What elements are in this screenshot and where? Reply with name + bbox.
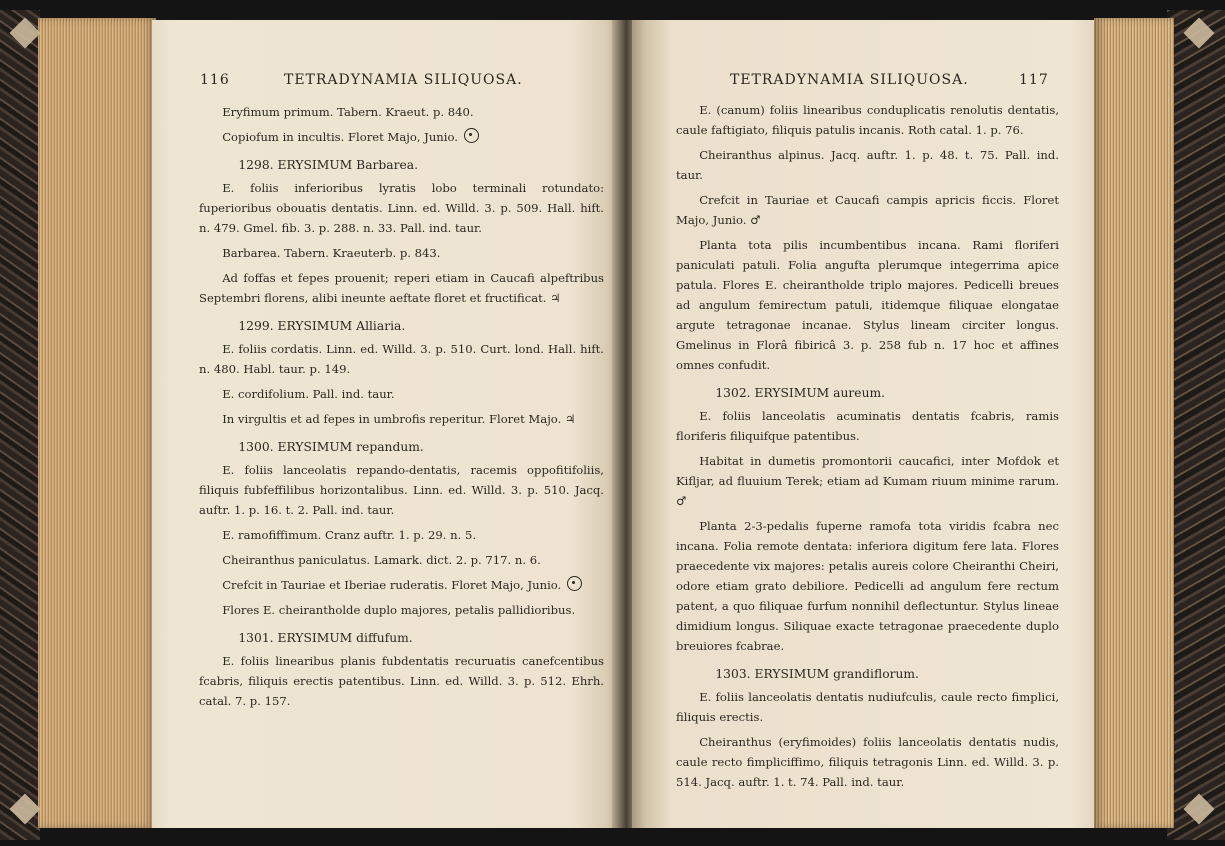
paragraph: Crefcit in Tauriae et Iberiae ruderatis. Floret Majo, Junio.	[199, 575, 604, 595]
paragraph: E. (canum) foliis linearibus conduplicatis renolutis dentatis, caule faftigiato, filiquis patulis incanis. Roth catal. 1. p. 76.	[676, 103, 1059, 137]
page-text	[199, 72, 604, 716]
entry-heading: 1299. ERYSIMUM Alliaria.	[238, 319, 406, 333]
page-number: 116	[200, 72, 230, 88]
running-title: TETRADYNAMIA SILIQUOSA.	[284, 72, 523, 88]
paragraph: Ad foffas et fepes prouenit; reperi etiam in Caucafi alpeftribus Septembri florens, alibi ineunte aeftate floret et fructificat. ♃	[199, 271, 604, 305]
paragraph: Barbarea. Tabern. Kraeuterb. p. 843.	[222, 246, 441, 260]
page-edges-left	[38, 18, 156, 828]
marbled-cover-right	[1167, 10, 1225, 840]
paragraph: Cheiranthus alpinus. Jacq. auftr. 1. p. 48. t. 75. Pall. ind. taur.	[676, 148, 1059, 182]
paragraph: Flores E. cheirantholde duplo majores, petalis pallidioribus.	[222, 603, 576, 617]
left-page	[152, 20, 618, 828]
page-edges-right	[1094, 18, 1174, 828]
entry-heading: 1302. ERYSIMUM aureum.	[715, 386, 886, 400]
paragraph: E. foliis lanceolatis dentatis nudiufculis, caule recto fimplici, filiquis erectis.	[676, 690, 1059, 724]
paragraph: Copiofum in incultis. Floret Majo, Junio.	[199, 127, 604, 147]
paragraph: E. foliis cordatis. Linn. ed. Willd. 3. p. 510. Curt. lond. Hall. hift. n. 480. Habl. taur. p. 149.	[199, 342, 604, 376]
paragraph: E. foliis inferioribus lyratis lobo terminali rotundato: fuperioribus obouatis dentatis. Linn. ed. Willd. 3. p. 509. Hall. hift. n. 479. Gmel. fib. 3. p. 288. n. 33. Pall. ind. taur.	[199, 181, 604, 235]
paragraph: Crefcit in Tauriae et Caucafi campis apricis ficcis. Floret Majo, Junio. ♂	[676, 193, 1059, 227]
paragraph: E. cordifolium. Pall. ind. taur.	[222, 387, 395, 401]
paragraph: In virgultis et ad fepes in umbrofis reperitur. Floret Majo. ♃	[222, 412, 576, 426]
paragraph: Habitat in dumetis promontorii caucafici, inter Mofdok et Kifljar, ad fluuium Terek; etiam ad Kumam riuum minime rarum. ♂	[676, 454, 1059, 508]
paragraph: E. foliis lanceolatis repando-dentatis, racemis oppofitifoliis, filiquis fubfeffilibus horizontalibus. Linn. ed. Willd. 3. p. 510. Jacq. auftr. 1. p. 16. t. 2. Pall. ind. taur.	[199, 463, 604, 517]
paragraph: Cheiranthus (eryfimoides) foliis lanceolatis dentatis nudis, caule recto fimpliciffimo, filiquis tetragonis Linn. ed. Willd. 3. p. 514. Jacq. auftr. 1. t. 74. Pall. ind. taur.	[676, 735, 1059, 789]
paragraph: Eryfimum primum. Tabern. Kraeut. p. 840.	[222, 105, 474, 119]
entry-heading: 1298. ERYSIMUM Barbarea.	[238, 158, 419, 172]
annual-symbol-icon	[567, 576, 582, 591]
paragraph: E. ramofiffimum. Cranz auftr. 1. p. 29. n. 5.	[222, 528, 477, 542]
right-page	[632, 20, 1094, 828]
paragraph: E. foliis linearibus planis fubdentatis recuruatis canefcentibus fcabris, filiquis erectis patentibus. Linn. ed. Willd. 3. p. 512. Ehrh. catal. 7. p. 157.	[199, 654, 604, 708]
running-title: TETRADYNAMIA SILIQUOSA.	[730, 72, 969, 88]
entry-heading: 1303. ERYSIMUM grandiflorum.	[715, 667, 919, 681]
page-text	[676, 72, 1059, 797]
entry-heading: 1301. ERYSIMUM diffufum.	[238, 631, 413, 645]
paragraph: Planta tota pilis incumbentibus incana. Rami floriferi paniculati patuli. Folia angufta plerumque integerrima apice patula. Flores E. cheirantholde triplo majores. Pedicelli breues ad angulum femirectum patuli, itidemque filiquae elongatae argute tetragonae incanae. Stylus lineam circiter longus. Gmelinus in Florâ fibiricâ 3. p. 258 fub n. 17 hoc et affines omnes confudit.	[676, 238, 1059, 372]
annual-symbol-icon	[464, 128, 479, 143]
page-number: 117	[1019, 72, 1049, 88]
paragraph: Cheiranthus paniculatus. Lamark. dict. 2. p. 717. n. 6.	[222, 553, 541, 567]
paragraph: E. foliis lanceolatis acuminatis dentatis fcabris, ramis floriferis filiquifque patentibus.	[676, 409, 1059, 443]
paragraph: Planta 2-3-pedalis fuperne ramofa tota viridis fcabra nec incana. Folia remote dentata: inferiora digitum fere lata. Flores praecedente vix majores: petalis aureis colore Cheiranthi Cheiri, odore etiam grato debiliore. Pedicelli ad angulum fere rectum patent, a quo filiquae furfum nonnihil deflectuntur. Stylus lineae dimidium longus. Siliquae exacte tetragonae praecedente duplo breuiores fcabrae.	[676, 519, 1059, 653]
entry-heading: 1300. ERYSIMUM repandum.	[238, 440, 424, 454]
marbled-cover-left	[0, 10, 40, 840]
